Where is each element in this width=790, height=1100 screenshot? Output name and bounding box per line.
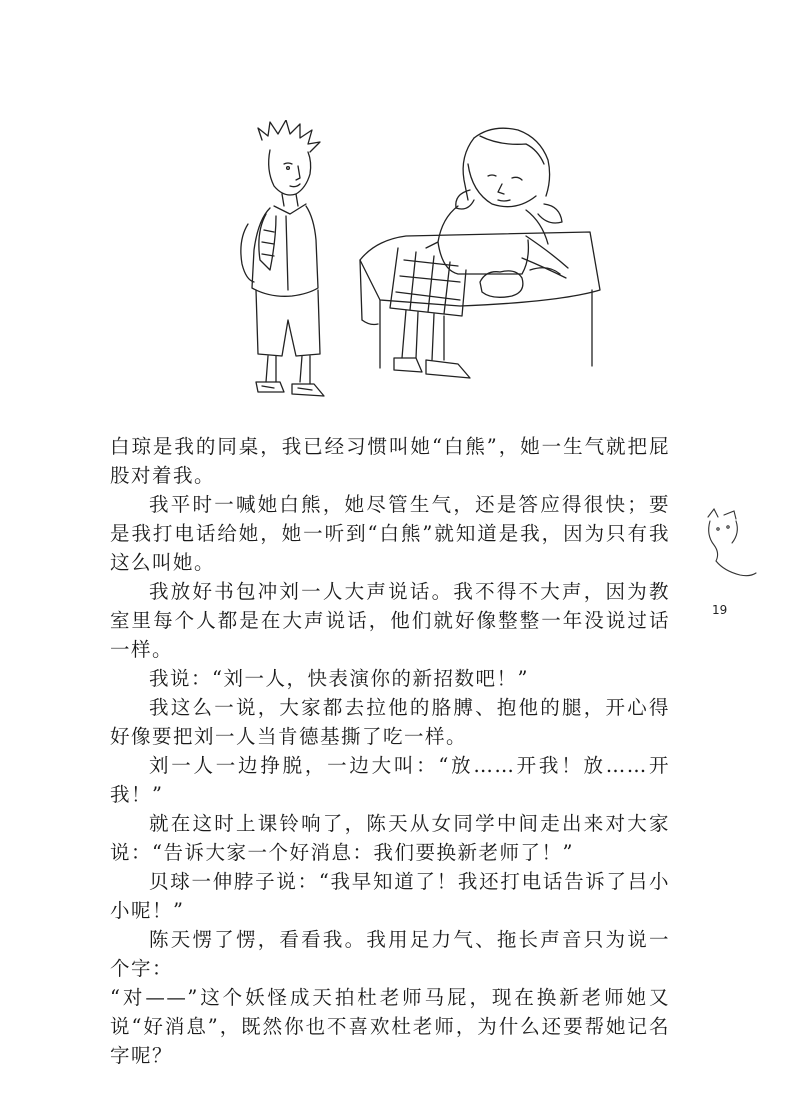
paragraph: 刘一人一边挣脱，一边大叫：“放……开我！放……开我！” [110,754,670,806]
paragraph: 白琼是我的同桌，我已经习惯叫她“白熊”，她一生气就把屁股对着我。 [110,435,670,487]
paragraph: 我说：“刘一人，快表演你的新招数吧！” [149,667,529,690]
margin-sketch-icon [700,505,760,585]
paragraph: 贝球一伸脖子说：“我早知道了！我还打电话告诉了吕小小呢！” [110,870,670,922]
paragraph: 我放好书包冲刘一人大声说话。我不得不大声，因为教室里每个人都是在大声说话，他们就好像整整一年没说过话一样。 [110,580,670,661]
page-number: 19 [712,603,728,617]
paragraph: “对——”这个妖怪成天拍杜老师马屁，现在换新老师她又说“好消息”，既然你也不喜欢杜老师，为什么还要帮她记名字呢？ [110,986,670,1067]
paragraph: 就在这时上课铃响了，陈天从女同学中间走出来对大家说：“告诉大家一个好消息：我们要换新老师了！” [110,812,670,864]
paragraph: 陈天愣了愣，看看我。我用足力气、拖长声音只为说一个字： [110,928,670,980]
paragraph: 我这么一说，大家都去拉他的胳膊、抱他的腿，开心得好像要把刘一人当肯德基撕了吃一样。 [110,696,670,748]
illustration-boy-and-girl-at-desk [230,120,610,410]
story-text [110,432,670,1070]
paragraph: 我平时一喊她白熊，她尽管生气，还是答应得很快；要是我打电话给她，她一听到“白熊”就知道是我，因为只有我这么叫她。 [110,493,670,574]
